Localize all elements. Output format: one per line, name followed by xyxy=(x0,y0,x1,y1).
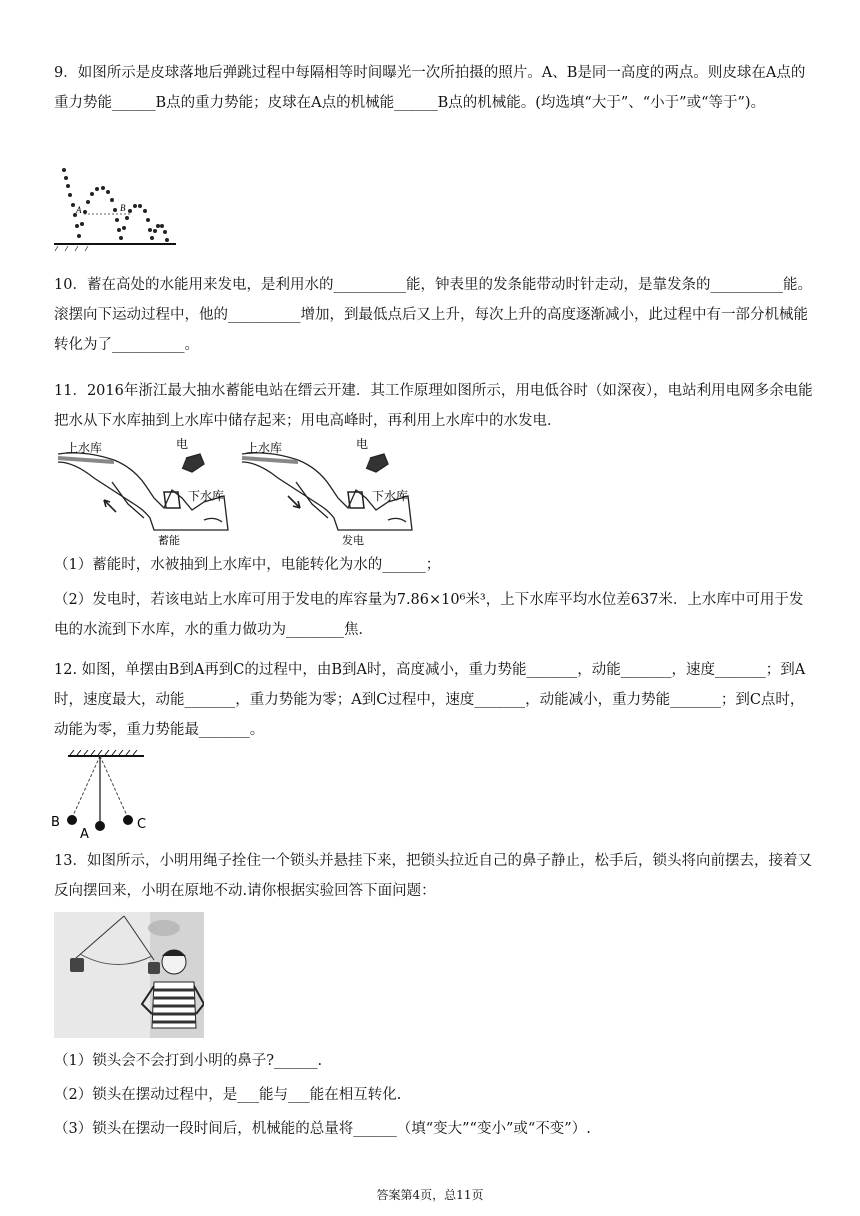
point-b-label: B xyxy=(120,203,126,213)
pendulum-figure xyxy=(50,750,154,840)
bob-a xyxy=(95,821,105,831)
bouncing-ball-figure xyxy=(54,164,186,256)
point-a-label: A xyxy=(76,205,82,215)
question-9 xyxy=(54,58,814,118)
lock-left xyxy=(70,958,84,972)
question-13-sub3-text: （3）锁头在摆动一段时间后，机械能的总量将______（填“变大”“变小”或“不变”）. xyxy=(54,1121,591,1137)
label-b: B xyxy=(51,815,60,830)
storage-caption: 蓄能 xyxy=(158,534,180,547)
lock-right xyxy=(148,962,160,974)
question-9-text: 9．如图所示是皮球落地后弹跳过程中每隔相等时间曝光一次所拍摄的照片。A、B是同一高度的两点。则皮球在A点的重力势能______B点的重力势能；皮球在A点的机械能______B点的机械能。(均选填“大于”、“小于”或“等于”)。 xyxy=(54,65,806,111)
ceiling-lamp xyxy=(148,920,180,936)
pumped-storage-figure xyxy=(54,438,424,550)
question-11-text: 11．2016年浙江最大抽水蓄能电站在缙云开建．其工作原理如图所示，用电低谷时（如深夜），电站利用电网多余电能把水从下水库抽到上水库中储存起来；用电高峰时，再利用上水库中的水发电． xyxy=(54,383,813,429)
label-c: C xyxy=(137,817,147,832)
ground-hatch xyxy=(55,246,88,251)
generation-upper-reservoir-label: 上水库 xyxy=(246,441,283,455)
string-c xyxy=(100,756,128,818)
question-11-sub2-text: （2）发电时，若该电站上水库可用于发电的库容量为7.86×10⁶米³，上下水库平均水位差637米．上水库中可用于发电的水流到下水库，水的重力做功为________焦． xyxy=(54,592,804,638)
string-b xyxy=(72,756,100,818)
question-13-sub1-text: （1）锁头会不会打到小明的鼻子?______. xyxy=(54,1053,323,1069)
question-11 xyxy=(54,376,814,436)
question-11-sub2 xyxy=(54,585,814,645)
label-a: A xyxy=(80,827,89,840)
question-13-sub3 xyxy=(54,1114,814,1144)
ceiling-hatch xyxy=(70,750,137,755)
bob-c xyxy=(123,815,133,825)
question-12-text: 12. 如图，单摆由B到A再到C的过程中，由B到A时，高度减小，重力势能_______，动能_______，速度_______；到A时，速度最大，动能_______，重力势能为零；A到C过程中，速度_______，动能减小，重力势能_______；到C点时，动能为零，重力势能最_______。 xyxy=(54,662,806,738)
question-11-sub1 xyxy=(54,550,814,580)
question-12 xyxy=(54,655,814,745)
bob-b xyxy=(67,815,77,825)
question-13-sub1 xyxy=(54,1046,814,1076)
question-11-sub1-text: （1）蓄能时，水被抽到上水库中，电能转化为水的______； xyxy=(54,557,441,573)
generation-caption: 发电 xyxy=(342,534,364,547)
storage-power-label: 电 xyxy=(176,438,189,451)
question-13-text: 13．如图所示，小明用绳子拴住一个锁头并悬挂下来，把锁头拉近自己的鼻子静止，松手后，锁头将向前摆去，接着又反向摆回来，小明在原地不动.请你根据实验回答下面问题： xyxy=(54,853,812,899)
swinging-lock-figure xyxy=(54,912,204,1038)
generation-power-label: 电 xyxy=(356,438,369,451)
question-13-sub2-text: （2）锁头在摆动过程中，是___能与___能在相互转化. xyxy=(54,1087,402,1103)
question-10-text: 10．蓄在高处的水能用来发电，是利用水的__________能，钟表里的发条能带动时针走动，是靠发条的__________能。滚摆向下运动过程中，他的__________增加，到最低点后又上升，每次上升的高度逐渐减小，此过程中有一部分机械能转化为了__________。 xyxy=(54,277,812,353)
storage-upper-reservoir-label: 上水库 xyxy=(66,441,103,455)
question-10 xyxy=(54,270,814,360)
question-13 xyxy=(54,846,814,906)
question-13-sub2 xyxy=(54,1080,814,1110)
page-footer: 答案第4页，总11页 xyxy=(376,1188,484,1202)
generation-lower-reservoir-label: 下水库 xyxy=(372,489,409,503)
storage-lower-reservoir-label: 下水库 xyxy=(188,489,225,503)
